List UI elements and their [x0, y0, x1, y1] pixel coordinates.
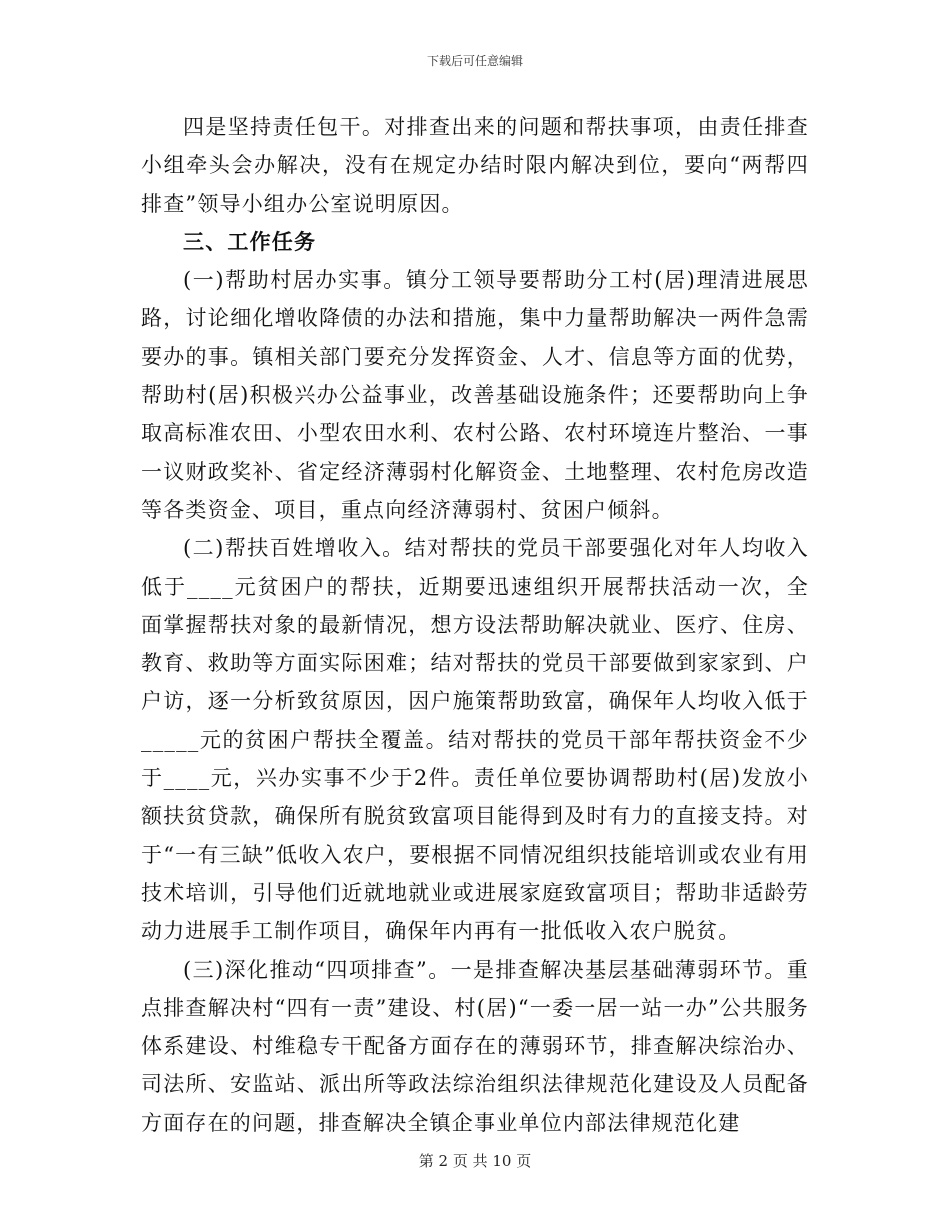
paragraph-task-3: (三)深化推动“四项排查”。一是排查解决基层基础薄弱环节。重点排查解决村“四有一责”建设、村(居)“一委一居一站一办”公共服务体系建设、村维稳专干配备方面存在的薄弱环节，排查解决综治办、司法所、安监站、派出所等政法综治组织法律规范化建设及人员配备方面存在的问题，排查解决全镇企事业单位内部法律规范化建 — [141, 957, 809, 1135]
document-body — [141, 108, 809, 1142]
paragraph-task-1: (一)帮助村居办实事。镇分工领导要帮助分工村(居)理清进展思路，讨论细化增收降债的办法和措施，集中力量帮助解决一两件急需要办的事。镇相关部门要充分发挥资金、人才、信息等方面的优势，帮助村(居)积极兴办公益事业，改善基础设施条件；还要帮助向上争取高标准农田、小型农田水利、农村公路、农村环境连片整治、一事一议财政奖补、省定经济薄弱村化解资金、土地整理、农村危房改造等各类资金、项目，重点向经济薄弱村、贫困户倾斜。 — [141, 268, 809, 522]
page-header: 下载后可任意编辑 — [426, 54, 523, 68]
section-heading-work-tasks: 三、工作任务 — [183, 228, 317, 254]
paragraph-task-2: (二)帮扶百姓增收入。结对帮扶的党员干部要强化对年人均收入低于____元贫困户的帮扶，近期要迅速组织开展帮扶活动一次，全面掌握帮扶对象的最新情况，想方设法帮助解决就业、医疗、住房、教育、救助等方面实际困难；结对帮扶的党员干部要做到家家到、户户访，逐一分析致贫原因，因户施策帮助致富，确保年人均收入低于_____元的贫困户帮扶全覆盖。结对帮扶的党员干部年帮扶资金不少于____元，兴办实事不少于2件。责任单位要协调帮助村(居)发放小额扶贫贷款，确保所有脱贫致富项目能得到及时有力的直接支持。对于“一有三缺”低收入农户，要根据不同情况组织技能培训或农业有用技术培训，引导他们近就地就业或进展家庭致富项目；帮助非适龄劳动力进展手工制作项目，确保年内再有一批低收入农户脱贫。 — [141, 536, 809, 944]
paragraph-responsibility: 四是坚持责任包干。对排查出来的问题和帮扶事项，由责任排查小组牵头会办解决，没有在规定办结时限内解决到位，要向“两帮四排查”领导小组办公室说明原因。 — [141, 115, 809, 216]
page-footer: 第 2 页 共 10 页 — [418, 1152, 532, 1170]
